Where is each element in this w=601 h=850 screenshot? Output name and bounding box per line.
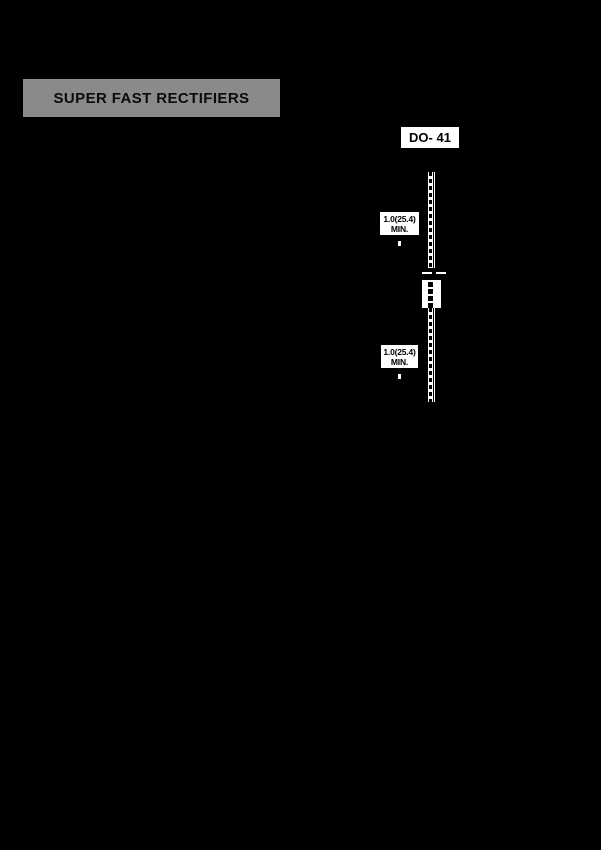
package-body-drawing [422,280,441,308]
lower-dimension-arrow-icon [398,374,401,379]
section-banner [23,79,280,117]
package-name-text: DO- 41 [409,130,451,145]
lower-lead-dimension-label [381,345,418,368]
upper-dimension-arrow-icon [398,241,401,246]
lower-dimension-value: 1.0(25.4) [383,346,416,357]
upper-lead-drawing [428,172,435,268]
upper-dimension-qualifier: MIN. [390,223,409,234]
section-banner-label: SUPER FAST RECTIFIERS [53,89,250,107]
body-top-dash-right [436,272,446,274]
lower-dimension-qualifier: MIN. [390,356,409,367]
body-top-dash-left [422,272,432,274]
upper-lead-dimension-label [380,212,419,235]
lower-lead-drawing [428,308,435,402]
upper-dimension-value: 1.0(25.4) [383,213,416,224]
package-name-label [401,127,459,148]
